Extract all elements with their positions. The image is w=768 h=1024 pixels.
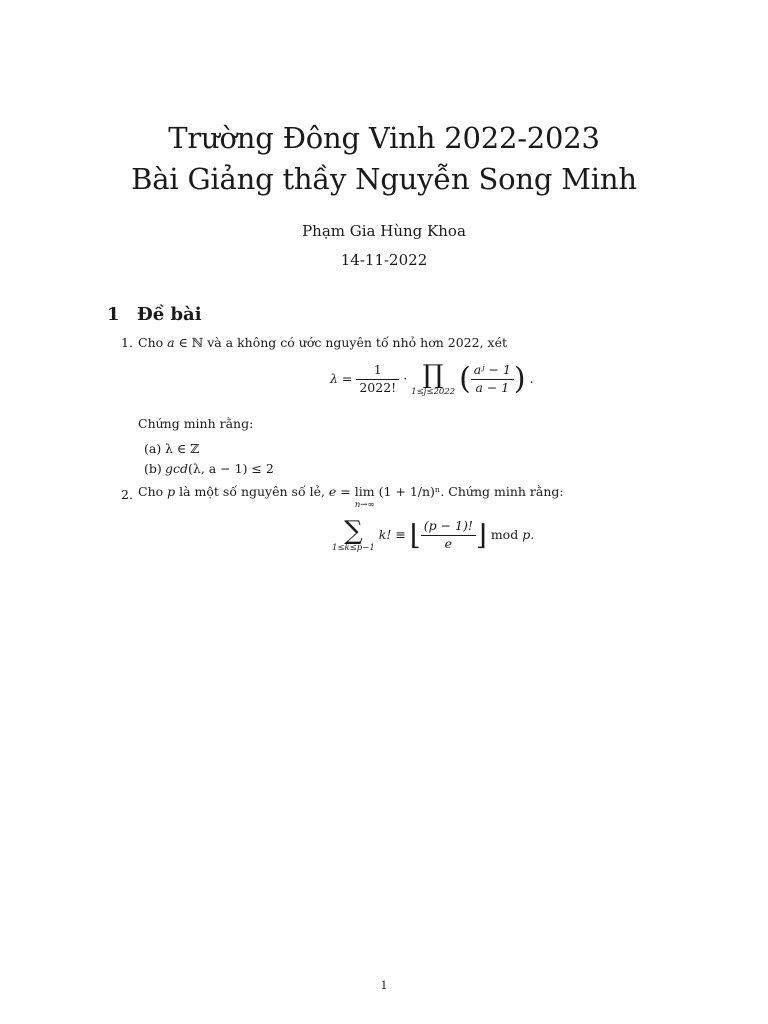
left-paren: (: [459, 361, 471, 397]
inner-numerator: aʲ − 1: [471, 364, 514, 380]
problem-2-equals: =: [336, 484, 355, 499]
multiply-dot: ·: [403, 371, 408, 386]
fraction-1-over-2022: [356, 364, 399, 394]
problem-1-intro-end: và a không có ước nguyên tố nhỏ hơn 2022, xét: [203, 335, 507, 350]
lim-text: lim: [354, 484, 375, 499]
product-symbol: ∏: [422, 360, 444, 390]
floor-numerator: (p − 1)!: [421, 520, 476, 536]
product-operator: [411, 362, 455, 397]
prove-text-1: Chứng minh rằng:: [138, 416, 254, 431]
problem-2-number: 2.: [121, 487, 133, 502]
section-number: 1: [107, 304, 120, 325]
frac-denominator: 2022!: [359, 379, 397, 395]
problem-2-intro: [138, 484, 564, 511]
problem-1-var-a: a: [167, 335, 175, 350]
part-a-content: λ ∈ ℤ: [165, 441, 200, 456]
gcd-args: (λ, a − 1) ≤ 2: [188, 461, 274, 476]
problem-2-intro-end: . Chứng minh rằng:: [440, 484, 564, 499]
limit-operator: [355, 484, 375, 511]
mod-operator: mod: [490, 527, 519, 542]
floor-denominator: e: [444, 535, 453, 551]
problem-2-intro-start: Cho: [138, 484, 168, 499]
problem-1-number: 1.: [121, 335, 133, 350]
part-a-label: (a): [144, 441, 162, 456]
problem-1-set: ∈ ℕ: [174, 335, 204, 350]
problem-2-var-p: p: [167, 484, 176, 499]
gcd-function: gcd: [165, 461, 189, 476]
formula-period: .: [529, 371, 534, 386]
problem-1-formula: [330, 362, 534, 397]
sum-subscript: 1≤k≤p−1: [332, 543, 375, 553]
title-line-2: Bài Giảng thầy Nguyễn Song Minh: [131, 162, 637, 196]
mod-variable: p.: [522, 527, 535, 542]
problem-1-intro: [138, 337, 507, 350]
left-floor: ⌊: [409, 518, 421, 552]
inner-denominator: a − 1: [475, 379, 510, 395]
problem-1-intro-start: Cho: [138, 335, 168, 350]
formula-lhs: λ =: [330, 371, 353, 386]
problem-2-var-e: e: [328, 484, 337, 499]
page-number: 1: [380, 979, 388, 992]
date: 14-11-2022: [340, 251, 428, 269]
part-b-label: (b): [144, 461, 162, 476]
floor-fraction: [421, 520, 476, 550]
title-line-1: Trường Đông Vinh 2022-2023: [168, 121, 600, 155]
sum-symbol: ∑: [344, 516, 363, 546]
right-paren: ): [513, 361, 526, 397]
problem-2-formula: [332, 518, 534, 553]
author: Phạm Gia Hùng Khoa: [302, 222, 466, 240]
limit-expression: (1 + 1/n)ⁿ: [378, 484, 441, 499]
right-floor: ⌋: [475, 518, 487, 552]
section-title: Đề bài: [137, 304, 202, 325]
lim-subscript: n→∞: [354, 500, 375, 511]
part-b-content: [165, 463, 274, 476]
section-heading: [107, 304, 202, 325]
sum-operator: [332, 518, 375, 553]
factorial-term: k! ≡: [378, 527, 406, 542]
problem-2-intro-mid: là một số nguyên số lẻ,: [175, 484, 329, 499]
inner-fraction: [471, 364, 514, 394]
frac-numerator: 1: [356, 364, 399, 380]
product-subscript: 1≤j≤2022: [411, 387, 456, 397]
